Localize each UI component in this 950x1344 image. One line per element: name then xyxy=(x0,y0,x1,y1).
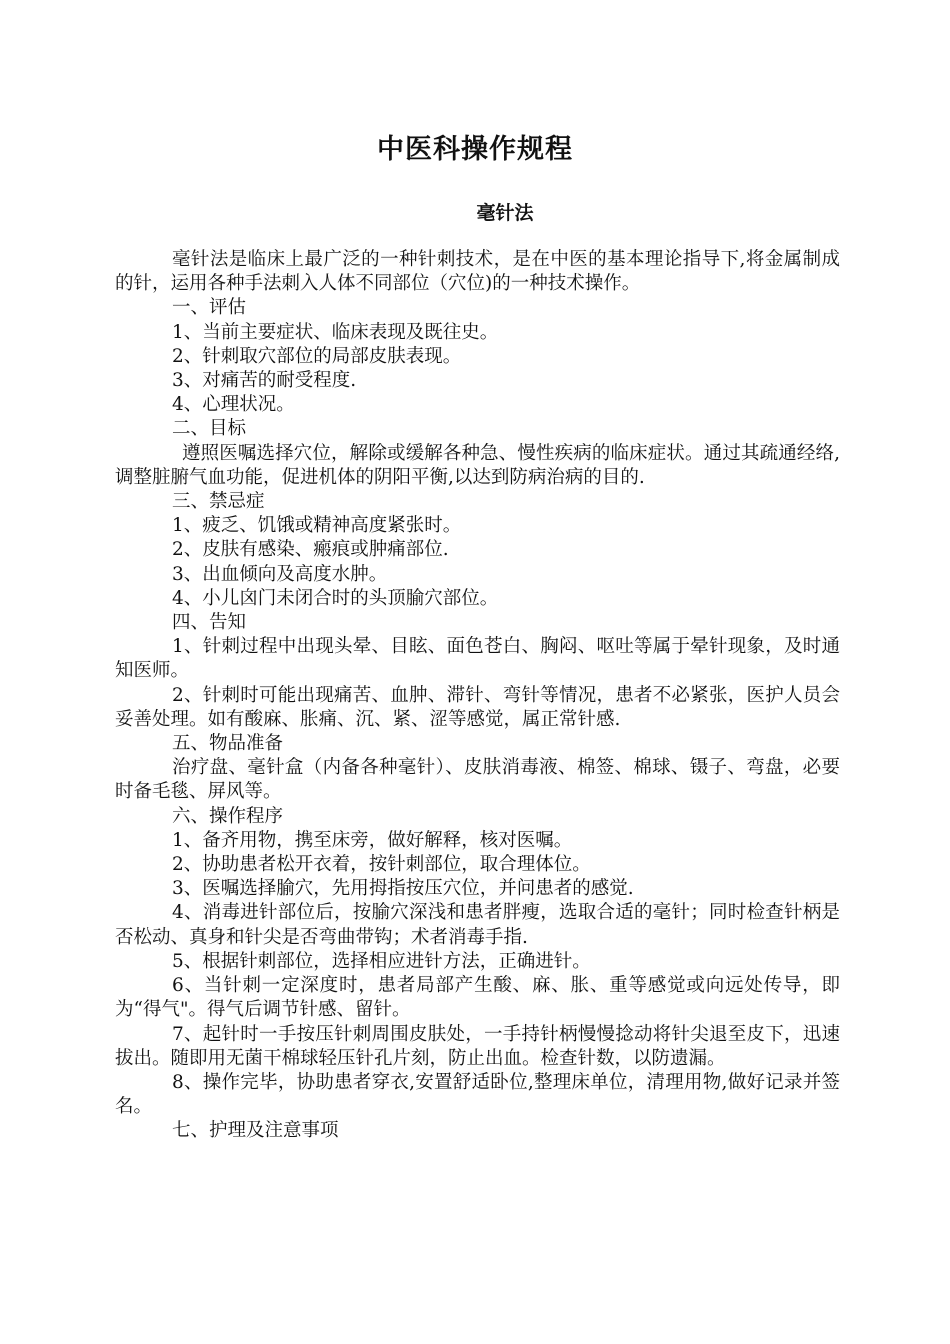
section-heading-assessment: 一、评估 xyxy=(172,297,247,319)
document-title: 中医科操作规程 xyxy=(377,134,573,165)
supplies-paragraph: 治疗盘、毫针盒（内备各种毫针）、皮肤消毒液、棉签、棉球、镊子、弯盘，必要时备毛毯、屏风等。 xyxy=(115,757,840,803)
list-item: 3、出血倾向及高度水肿。 xyxy=(172,563,388,585)
section-heading-contraindications: 三、禁忌症 xyxy=(172,491,265,513)
list-item: 1、备齐用物，携至床旁，做好解释，核对医嘱。 xyxy=(172,829,573,851)
list-item: 2、协助患者松开衣着，按针刺部位，取合理体位。 xyxy=(172,854,591,876)
section-heading-notice: 四、告知 xyxy=(172,612,247,634)
section-heading-goals: 二、目标 xyxy=(172,418,247,440)
intro-paragraph: 毫针法是临床上最广泛的一种针刺技术，是在中医的基本理论指导下,将金属制成的针，运用各种手法刺入人体不同部位（穴位)的一种技术操作。 xyxy=(115,249,840,295)
list-item: 5、根据针刺部位，选择相应进针方法，正确进针。 xyxy=(172,950,591,972)
goals-paragraph: 遵照医嘱选择穴位，解除或缓解各种急、慢性疾病的临床症状。通过其疏通经络,调整脏腑气血功能，促进机体的阴阳平衡,以达到防病治病的目的. xyxy=(115,442,840,488)
list-item: 3、对痛苦的耐受程度. xyxy=(172,370,357,392)
list-item: 2、皮肤有感染、瘢痕或肿痛部位. xyxy=(172,539,449,561)
list-item: 7、起针时一手按压针刺周围皮肤处，一手持针柄慢慢捻动将针尖退至皮下，迅速拔出。随即用无菌干棉球轻压针孔片刻，防止出血。检查针数，以防遗漏。 xyxy=(115,1023,840,1069)
list-item: 2、针刺时可能出现痛苦、血肿、滞针、弯针等情况，患者不必紧张，医护人员会妥善处理。如有酸麻、胀痛、沉、紧、涩等感觉，属正常针感. xyxy=(115,684,840,730)
list-item: 6、当针刺一定深度时，患者局部产生酸、麻、胀、重等感觉或向远处传导，即为“得气"。得气后调节针感、留针。 xyxy=(115,975,840,1021)
list-item: 4、小儿囟门未闭合时的头顶腧穴部位。 xyxy=(172,587,499,609)
list-item: 3、医嘱选择腧穴，先用拇指按压穴位，并问患者的感觉. xyxy=(172,878,634,900)
section-heading-supplies: 五、物品准备 xyxy=(172,733,284,755)
list-item: 1、当前主要症状、临床表现及既往史。 xyxy=(172,321,499,343)
list-item: 1、针刺过程中出现头晕、目眩、面色苍白、胸闷、呕吐等属于晕针现象，及时通知医师。 xyxy=(115,636,840,682)
list-item: 8、操作完毕，协助患者穿衣,安置舒适卧位,整理床单位，清理用物,做好记录并签名。 xyxy=(115,1071,840,1118)
section-heading-care: 七、护理及注意事项 xyxy=(172,1120,339,1142)
document-body xyxy=(115,248,840,1144)
section-heading-procedure: 六、操作程序 xyxy=(172,805,284,827)
list-item: 4、消毒进针部位后，按腧穴深浅和患者胖瘦，选取合适的毫针；同时检查针柄是否松动、真身和针尖是否弯曲带钩；术者消毒手指. xyxy=(115,902,840,948)
list-item: 2、针刺取穴部位的局部皮肤表现。 xyxy=(172,345,462,367)
list-item: 4、心理状况。 xyxy=(172,394,295,416)
list-item: 1、疲乏、饥饿或精神高度紧张时。 xyxy=(172,515,462,537)
section-subtitle: 毫针法 xyxy=(476,202,534,224)
